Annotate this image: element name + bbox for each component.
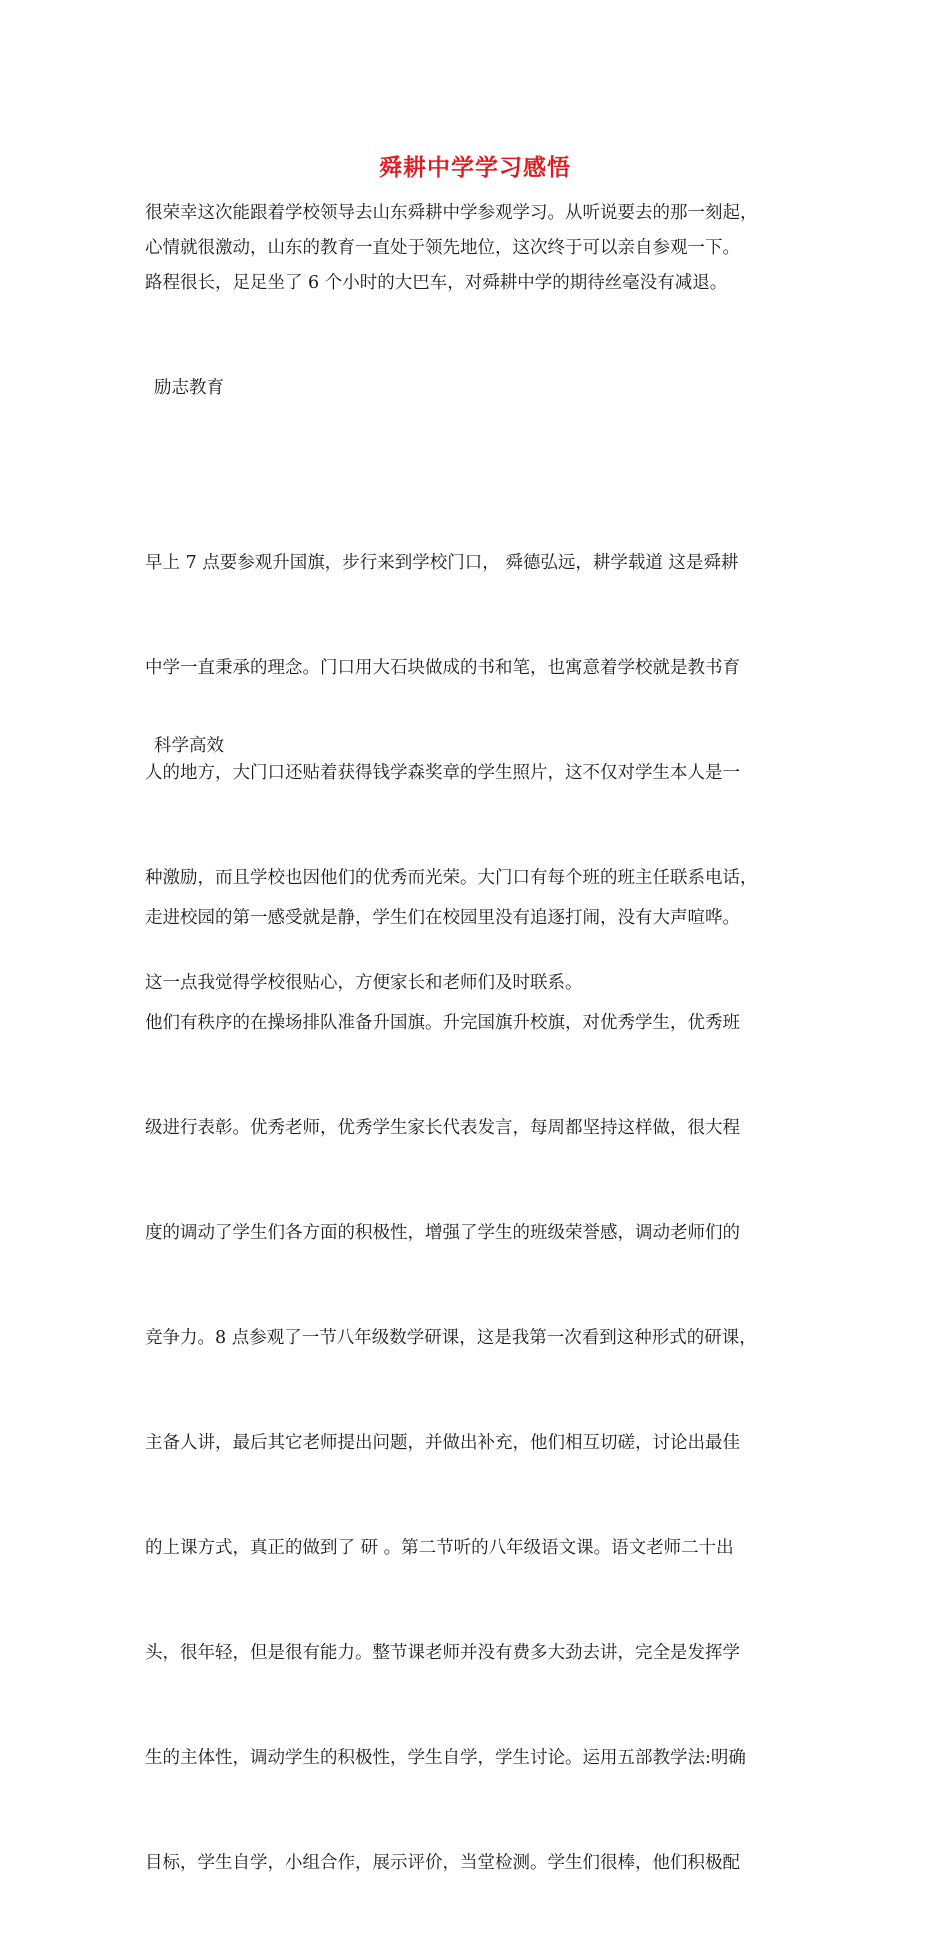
section2-line: 主备人讲，最后其它老师提出问题，并做出补充，他们相互切磋，讨论出最佳 — [145, 1433, 740, 1453]
intro-line: 路程很长，足足坐了 6 个小时的大巴车，对舜耕中学的期待丝毫没有减退。 — [145, 273, 728, 293]
section2-paragraph — [145, 831, 810, 1951]
section1-line: 这一点我觉得学校很贴心，方便家长和老师们及时联系。 — [145, 973, 583, 993]
section2-line: 头，很年轻，但是很有能力。整节课老师并没有费多大劲去讲，完全是发挥学 — [145, 1643, 740, 1663]
document-title: 舜耕中学学习感悟 — [379, 154, 571, 181]
section1-line: 中学一直秉承的理念。门口用大石块做成的书和笔，也寓意着学校就是教书育 — [145, 658, 740, 678]
section2-line: 他们有秩序的在操场排队准备升国旗。升完国旗升校旗，对优秀学生，优秀班 — [145, 1013, 740, 1033]
section2-line: 目标，学生自学，小组合作，展示评价，当堂检测。学生们很棒，他们积极配 — [145, 1853, 740, 1873]
section2-line: 的上课方式，真正的做到了 研 。第二节听的八年级语文课。语文老师二十出 — [145, 1538, 734, 1558]
intro-line: 心情就很激动，山东的教育一直处于领先地位，这次终于可以亲自参观一下。 — [145, 238, 740, 258]
section-heading-inspirational-education: 励志教育 — [154, 378, 224, 398]
section2-line: 生的主体性，调动学生的积极性，学生自学，学生讨论。运用五部教学法:明确 — [145, 1748, 746, 1768]
intro-line: 很荣幸这次能跟着学校领导去山东舜耕中学参观学习。从听说要去的那一刻起， — [145, 203, 758, 223]
section2-line: 度的调动了学生们各方面的积极性，增强了学生的班级荣誉感，调动老师们的 — [145, 1223, 740, 1243]
section1-line: 种激励，而且学校也因他们的优秀而光荣。大门口有每个班的班主任联系电话， — [145, 868, 758, 888]
section2-line: 走进校园的第一感受就是静，学生们在校园里没有追逐打闹，没有大声喧哗。 — [145, 908, 740, 928]
intro-paragraph — [145, 196, 810, 301]
section1-line: 早上 7 点要参观升国旗，步行来到学校门口， 舜德弘远，耕学载道 这是舜耕 — [145, 553, 739, 573]
section-heading-scientific-efficiency: 科学高效 — [154, 736, 224, 756]
section2-line: 级进行表彰。优秀老师，优秀学生家长代表发言，每周都坚持这样做，很大程 — [145, 1118, 740, 1138]
section2-line: 竞争力。8 点参观了一节八年级数学研课，这是我第一次看到这种形式的研课， — [145, 1328, 757, 1348]
section1-line: 人的地方，大门口还贴着获得钱学森奖章的学生照片，这不仅对学生本人是一 — [145, 763, 740, 783]
